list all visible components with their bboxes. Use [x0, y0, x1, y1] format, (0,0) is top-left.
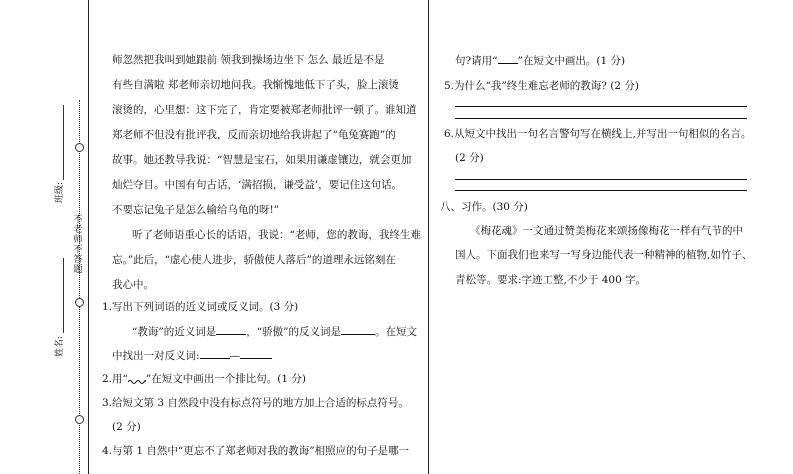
passage-line: 故事。她还教导我说：“智慧是宝石，如果用谦虚镶边，就会更加 [112, 154, 412, 166]
question-4-line-2 [455, 53, 625, 68]
q1-synonym-blank[interactable] [216, 324, 246, 335]
passage-line: 滚烫的，心里想：这下完了，肯定要被郑老师批评一顿了。谁知道 [112, 104, 417, 116]
passage-line: 我心中。 [112, 279, 154, 291]
question-1-line-2 [112, 348, 272, 363]
passage-line: 听了老师语重心长的话语，我说：“老师，您的教诲，我终生难 [132, 229, 421, 241]
q1-text-c: 。在短文 [375, 326, 417, 338]
question-3-line-1: 3.给短文第 3 自然段中没有标点符号的地方加上合适的标点符号。 [102, 397, 409, 409]
question-3-line-2: (2 分) [112, 421, 141, 433]
column-divider [428, 0, 429, 474]
essay-prompt-line-1: 《梅花魂》一文通过赞美梅花来颂扬像梅花一样有气节的中 [470, 225, 743, 237]
margin-circle-bottom [75, 298, 84, 307]
q1-text-d: 中找出一对反义词: [112, 350, 200, 362]
question-1-title: 1.写出下列词语的近义词或反义词。(3 分) [102, 301, 299, 313]
essay-prompt-line-2: 国人。下面我们也来写一写身边能代表一种精神的植物,如竹子、 [455, 249, 753, 261]
margin-circle-top [75, 143, 84, 152]
question-6-line-1: 6.从短文中找出一句名言警句写在横线上,并写出一句相似的名言。 [444, 128, 752, 140]
q2-text-a: 2.用“ [102, 373, 128, 385]
class-label: 班级: [55, 181, 66, 204]
wavy-underline-sample [128, 372, 146, 382]
name-label: 姓名: [55, 335, 66, 358]
q4-text-b: ”在短文中画出。(1 分) [517, 55, 626, 67]
passage-line: 忘。”此后，“虚心使人进步，骄傲使人落后”的道理永远铭刻在 [112, 254, 396, 266]
question-1-line-1 [132, 324, 417, 339]
q1-text-a: “教诲”的近义词是 [132, 326, 217, 338]
q6-answer-line-1[interactable] [455, 179, 747, 180]
passage-line: 郑老师不但没有批评我，反而亲切地给我讲起了“龟兔赛跑”的 [112, 129, 396, 141]
margin-circle-lower [75, 415, 84, 424]
q1-pair-blank-1[interactable] [200, 348, 230, 359]
q2-text-b: ”在短文中画出一个排比句。(1 分) [145, 373, 306, 385]
class-blank-line [63, 105, 64, 180]
section-8-heading: 八、习作。(30 分) [440, 201, 528, 213]
q4-text-a: 句?请用“ [455, 55, 498, 67]
q1-text-b: ，“骄傲”的反义词是 [246, 326, 341, 338]
question-6-line-2: (2 分) [455, 152, 484, 164]
passage-line: 灿烂夺目。中国有句古话，‘满招损，谦受益’，要记住这句话。 [112, 179, 403, 191]
q4-underline-sample [498, 53, 518, 64]
passage-line: 师忽然把我叫到她跟前 领我到操场边坐下 怎么 最近是不是 [112, 54, 385, 66]
question-2 [102, 372, 306, 386]
q5-answer-line-1[interactable] [455, 106, 747, 107]
q5-answer-line-2[interactable] [455, 118, 747, 119]
question-4-line-1: 4.与第 1 自然中“更忘不了郑老师对我的教诲”相照应的句子是哪一 [102, 445, 410, 457]
q1-antonym-blank[interactable] [341, 324, 375, 335]
q6-answer-line-2[interactable] [455, 190, 747, 191]
essay-prompt-line-3: 青松等。要求:字迹工整,不少于 400 字。 [455, 274, 647, 286]
passage-line: 有些自满啦 郑老师亲切地问我。我惭愧地低下了头，脸上滚烫 [112, 79, 399, 91]
name-blank-line [63, 258, 64, 333]
question-5: 5.为什么“我”终生难忘老师的教诲? (2 分) [444, 80, 639, 92]
q1-dash: — [229, 350, 241, 362]
passage-line: 不要忘记兔子是怎么输给乌龟的呀!” [112, 204, 280, 216]
q1-pair-blank-2[interactable] [240, 348, 272, 359]
no-answer-notice: 不 老 师 不 答 题 [73, 215, 83, 275]
margin-solid-line [88, 0, 89, 474]
